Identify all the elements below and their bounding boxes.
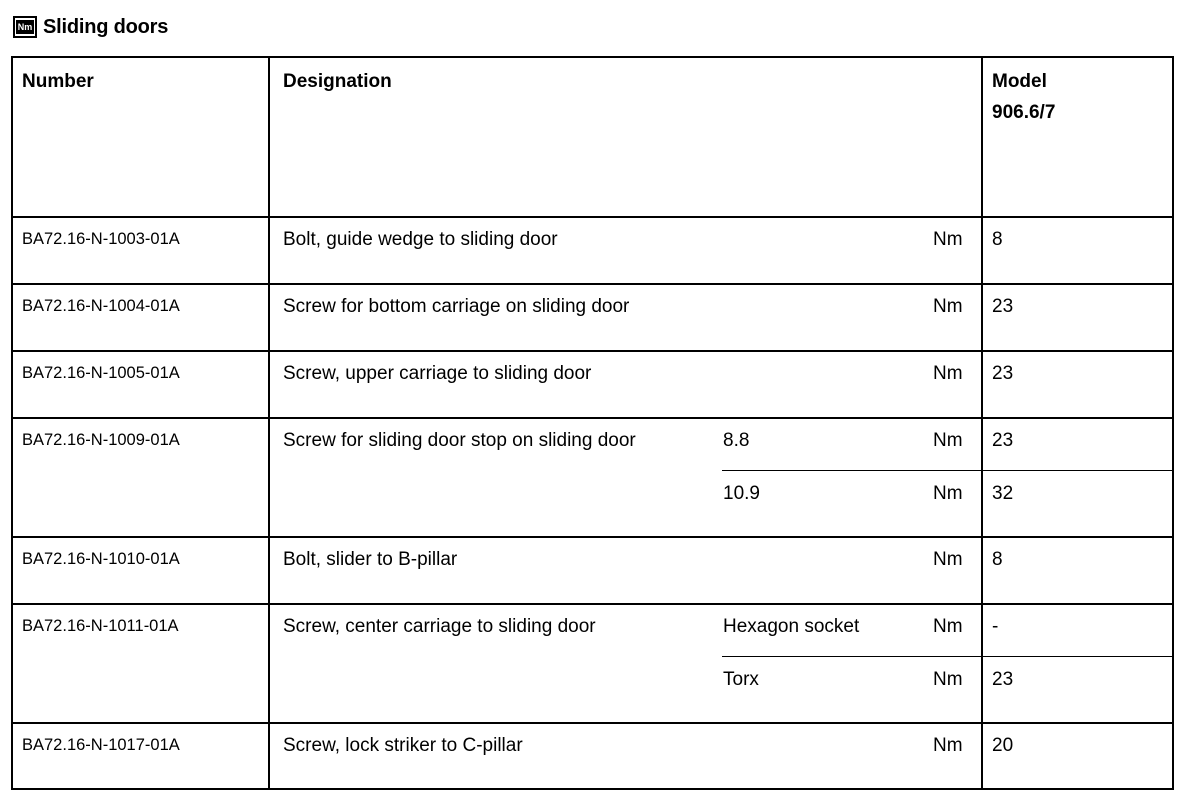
- sub-row-divider: [722, 470, 1172, 471]
- cell-torque-value: 23: [992, 669, 1014, 690]
- cell-designation: Bolt, slider to B-pillar: [283, 549, 458, 570]
- column-divider-number: [268, 56, 270, 790]
- cell-unit: Nm: [933, 430, 963, 451]
- cell-number: BA72.16-N-1017-01A: [22, 736, 180, 754]
- nm-icon-text: Nm: [17, 22, 33, 32]
- table-border-bottom: [11, 788, 1174, 790]
- cell-torque-value: 8: [992, 229, 1003, 250]
- torque-table: [11, 56, 1174, 790]
- page-title: [13, 12, 168, 42]
- cell-number: BA72.16-N-1005-01A: [22, 364, 180, 382]
- table-border-right: [1172, 56, 1174, 790]
- cell-torque-value: 23: [992, 296, 1014, 317]
- column-divider-model: [981, 56, 983, 790]
- cell-torque-value: 20: [992, 735, 1014, 756]
- cell-unit: Nm: [933, 616, 963, 637]
- cell-designation: Screw, lock striker to C-pillar: [283, 735, 523, 756]
- table-border-top: [11, 56, 1174, 58]
- cell-torque-value: 23: [992, 363, 1014, 384]
- table-border-left: [11, 56, 13, 790]
- cell-designation: Screw for bottom carriage on sliding door: [283, 296, 630, 317]
- cell-number: BA72.16-N-1003-01A: [22, 230, 180, 248]
- row-divider: [11, 283, 1174, 285]
- cell-variant: Torx: [723, 669, 759, 690]
- row-divider: [11, 536, 1174, 538]
- cell-unit: Nm: [933, 549, 963, 570]
- sub-row-divider: [722, 656, 1172, 657]
- cell-unit: Nm: [933, 229, 963, 250]
- cell-unit: Nm: [933, 296, 963, 317]
- cell-variant: 10.9: [723, 483, 760, 504]
- cell-torque-value: 32: [992, 483, 1014, 504]
- column-header-model-number: 906.6/7: [992, 102, 1056, 123]
- cell-unit: Nm: [933, 363, 963, 384]
- column-header-model: Model: [992, 71, 1047, 92]
- title-text: Sliding doors: [43, 15, 169, 38]
- row-divider: [11, 722, 1174, 724]
- cell-unit: Nm: [933, 669, 963, 690]
- row-divider: [11, 603, 1174, 605]
- cell-number: BA72.16-N-1011-01A: [22, 617, 179, 635]
- cell-number: BA72.16-N-1004-01A: [22, 297, 180, 315]
- cell-variant: 8.8: [723, 430, 750, 451]
- cell-unit: Nm: [933, 735, 963, 756]
- cell-designation: Screw, upper carriage to sliding door: [283, 363, 592, 384]
- column-header-number: Number: [22, 71, 94, 92]
- row-divider: [11, 350, 1174, 352]
- cell-designation: Screw, center carriage to sliding door: [283, 616, 596, 637]
- cell-number: BA72.16-N-1009-01A: [22, 431, 180, 449]
- cell-torque-value: -: [992, 616, 999, 637]
- nm-torque-icon: [13, 16, 37, 38]
- cell-designation: Screw for sliding door stop on sliding door: [283, 430, 636, 451]
- cell-designation: Bolt, guide wedge to sliding door: [283, 229, 558, 250]
- cell-variant: Hexagon socket: [723, 616, 860, 637]
- cell-number: BA72.16-N-1010-01A: [22, 550, 180, 568]
- cell-torque-value: 23: [992, 430, 1014, 451]
- cell-unit: Nm: [933, 483, 963, 504]
- column-header-designation: Designation: [283, 71, 392, 92]
- cell-torque-value: 8: [992, 549, 1003, 570]
- row-divider: [11, 216, 1174, 218]
- row-divider: [11, 417, 1174, 419]
